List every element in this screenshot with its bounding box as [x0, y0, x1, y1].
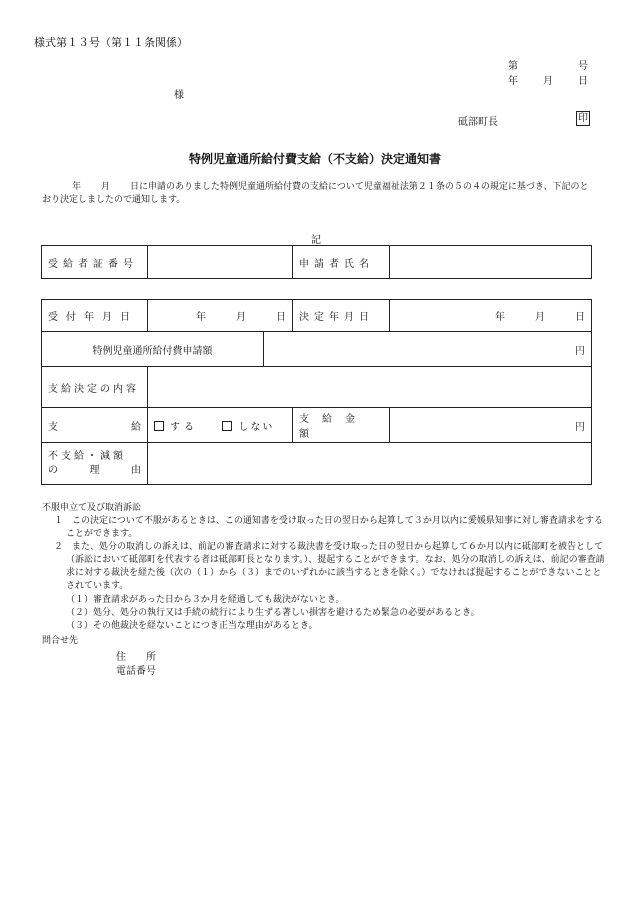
appeal-item-1: １ この決定について不服があるときは、この通知書を受け取った日の翌日から起算して３か月以内に愛媛県知事に対し審査請求をすることができます。 [54, 516, 603, 539]
payment-no-label: しない [238, 421, 275, 433]
applicant-name-field[interactable] [390, 246, 592, 279]
issuer: 砥部町長 [458, 117, 498, 128]
decision-content-field[interactable] [148, 367, 592, 408]
payment-options [148, 408, 293, 443]
payment-amount-field[interactable] [390, 408, 592, 443]
reason-field[interactable] [148, 443, 592, 485]
intro-paragraph [42, 181, 594, 207]
cert-number-label-text: 受給者証番号 [48, 258, 138, 270]
contact-address: 住 所 [116, 652, 156, 663]
decision-content-label: 支給決定の内容 [42, 367, 148, 408]
decision-month: 月 [535, 312, 545, 323]
appeal-heading: 不服申立て及び取消訴訟 [42, 503, 142, 513]
receipt-year: 年 [196, 312, 206, 323]
reason-label: 不支給・減額 の 理 由 [42, 443, 148, 485]
document-title: 特例児童通所給付費支給（不支給）決定通知書 [188, 152, 441, 166]
recipient-suffix: 様 [174, 90, 184, 101]
seal-mark: 印 [578, 113, 588, 124]
payment-yes-label: する [170, 421, 198, 433]
cert-number-label [42, 246, 148, 279]
decision-date-label: 決定年月日 [293, 300, 390, 332]
form-number: 様式第１３号（第１１条関係） [34, 36, 188, 49]
contact-heading: 問合せ先 [42, 636, 79, 646]
payment-label: 支 給 [42, 408, 148, 443]
applicant-name-label: 申請者氏名 [293, 246, 390, 279]
receipt-date-label: 受付年月日 [42, 300, 148, 332]
receipt-day: 日 [276, 312, 286, 323]
decision-day: 日 [575, 312, 585, 323]
claim-yen: 円 [575, 345, 585, 357]
certificate-table [41, 245, 592, 279]
payment-yen: 円 [575, 421, 585, 433]
doc-number-suffix: 号 [578, 61, 588, 72]
appeal-sub-2: （２）処分、処分の執行又は手続の続行により生ずる著しい損害を避けるため緊急の必要があるとき。 [66, 608, 480, 618]
decision-table [41, 299, 592, 485]
date-day: 日 [578, 76, 588, 87]
doc-number-prefix: 第 [508, 61, 518, 72]
intro-year: 年 [72, 182, 82, 192]
date-month: 月 [543, 76, 553, 87]
appeal-item-2: ２ また、処分の取消しの訴えは、前記の審査請求に対する裁決書を受け取った日の翌日から起算して６か月以内に砥部町を被告として（訴訟において砥部町を代表する者は砥部町長となります。）、提起することができます。なお、処分の取消しの訴えは、前記の審査請求に対する裁決を経た後（次の（１）から（３）までのいずれかに該当するときを除く。）でなければ提起することができないこととされています。 [54, 542, 605, 591]
contact-phone: 電話番号 [116, 666, 156, 677]
decision-date-field[interactable] [390, 300, 592, 332]
cert-number-field[interactable] [148, 246, 293, 279]
receipt-date-field[interactable] [148, 300, 293, 332]
intro-month: 月 [101, 182, 111, 192]
claim-amount-field[interactable] [264, 332, 592, 367]
payment-no-checkbox[interactable] [222, 421, 232, 431]
intro-text: 日に申請のありました特例児童通所給付費の支給について児童福祉法第２１条の５の４の規定に基づき、下記のとおり決定しましたので通知します。 [42, 182, 589, 205]
claim-amount-label: 特例児童通所給付費申請額 [42, 332, 264, 367]
date-year: 年 [508, 76, 518, 87]
appeal-sub-3: （３）その他裁決を経ないことにつき正当な理由があるとき。 [66, 621, 318, 631]
ki-marker: 記 [311, 235, 321, 246]
payment-yes-checkbox[interactable] [154, 421, 164, 431]
receipt-month: 月 [236, 312, 246, 323]
decision-year: 年 [495, 312, 505, 323]
appeal-sub-1: （１）審査請求があった日から３か月を経過しても裁決がないとき。 [66, 595, 345, 605]
payment-amount-label: 支給金額 [293, 408, 390, 443]
